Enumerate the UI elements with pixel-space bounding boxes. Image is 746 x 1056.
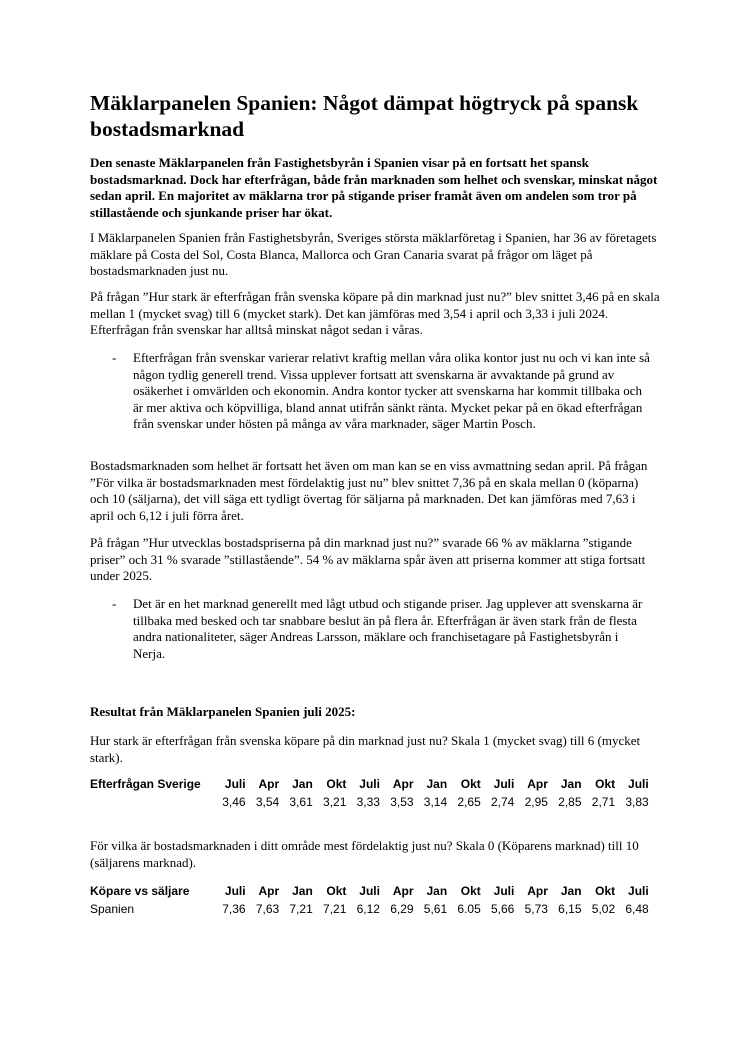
table-cell: 3,46 (222, 795, 246, 809)
bullet-dash: - (112, 350, 117, 365)
results-table-spain (90, 882, 649, 918)
body-paragraph-2: På frågan ”Hur stark är efterfrågan från svenska köpare på din marknad just nu?” blev snittet 3,46 på en skala mellan 1 (mycket svag) till 6 (mycket stark). Det kan jämföras med 3,54 i april och 3,33 i juli 2024. Efterfrågan från svenskar har alltså minskat något sedan i våras. (90, 289, 660, 338)
column-header: Apr (392, 884, 414, 898)
table-cell: 2,65 (457, 795, 481, 809)
column-header: Apr (392, 777, 414, 791)
column-header: Jan (292, 884, 313, 898)
column-header: Okt (326, 884, 347, 898)
results-table-sweden (90, 775, 649, 811)
table-cell: 2,74 (490, 795, 515, 809)
table-cell: 2,71 (591, 795, 616, 809)
table-cell: 3,14 (423, 795, 448, 809)
table-cell: 3,54 (255, 795, 280, 809)
page-title: Mäklarpanelen Spanien: Något dämpat högtryck på spansk bostadsmarknad (90, 91, 639, 141)
row-label: Spanien (90, 902, 135, 916)
column-header: Okt (595, 777, 616, 791)
table-cell: 5,73 (524, 902, 548, 916)
lead-paragraph: Den senaste Mäklarpanelen från Fastighetsbyrån i Spanien visar på en fortsatt het spansk bostadsmarknad. Dock har efterfrågan, både från marknaden som helhet och svenskar, minskat något sedan april. En majoritet av mäklarna tror på stigande priser framåt även om andelen som tror på stillastående och sjunkande priser har ökat. (90, 155, 658, 220)
column-header: Okt (460, 884, 481, 898)
table-cell: 7,21 (289, 902, 313, 916)
table-header-label: Köpare vs säljare (90, 884, 190, 898)
table-row (90, 900, 649, 918)
body-paragraph-1: I Mäklarpanelen Spanien från Fastighetsbyrån, Sveriges största mäklarföretag i Spanien, har 36 av företagets mäklare på Costa del Sol, Costa Blanca, Mallorca och Gran Canaria svarat på frågor om läget på bostadsmarknaden just nu. (90, 230, 657, 279)
table-cell: 7,36 (222, 902, 246, 916)
table-cell: 2,85 (558, 795, 582, 809)
table-cell: 6,48 (625, 902, 649, 916)
column-header: Juli (628, 884, 649, 898)
body-paragraph-4: På frågan ”Hur utvecklas bostadspriserna på din marknad just nu?” svarade 66 % av mäklarna ”stigande priser” och 31 % svarade ”stillastående”. 54 % av mäklarna spår även att priserna kommer att stiga fortsatt under 2025. (90, 535, 646, 584)
table-row (90, 793, 649, 811)
table-cell: 3,21 (323, 795, 347, 809)
table-cell: 7,21 (323, 902, 347, 916)
results-title: Resultat från Mäklarpanelen Spanien juli 2025: (90, 704, 356, 719)
column-header: Apr (527, 777, 548, 791)
table-cell: 6,15 (558, 902, 582, 916)
column-header: Jan (426, 884, 448, 898)
column-header: Okt (326, 777, 347, 791)
table-cell: 5,66 (490, 902, 515, 916)
column-header: Juli (359, 777, 380, 791)
column-header: Okt (595, 884, 616, 898)
column-header: Apr (527, 884, 548, 898)
column-header: Jan (292, 777, 313, 791)
column-header: Juli (224, 884, 246, 898)
question-2: För vilka är bostadsmarknaden i ditt område mest fördelaktig just nu? Skala 0 (Köparens marknad) till 10 (säljarens marknad). (90, 838, 639, 870)
table-cell: 3,33 (356, 795, 380, 809)
table-cell: 6,12 (356, 902, 380, 916)
table-header-label: Efterfrågan Sverige (90, 777, 201, 791)
table-cell: 5,02 (591, 902, 616, 916)
quote-text-1: Efterfrågan från svenskar varierar relativt kraftig mellan våra olika kontor just nu och vi kan inte så någon tydlig generell trend. Vissa upplever fortsatt att svenskarna är avvaktande på grund av osäkerhet i omvärlden och ekonomin. Andra kontor tycker att svenskarna har kommit tillbaka och är mer aktiva och köpvilliga, bland annat utifrån sänkt ränta. Mycket pekar på en ökad efterfrågan från svenskar under hösten på många av våra marknader, säger Martin Posch. (133, 350, 650, 432)
table-cell: 6.05 (457, 902, 481, 916)
quote-text-2: Det är en het marknad generellt med lågt utbud och stigande priser. Jag upplever att svenskarna är tillbaka med besked och tar snabbare beslut än på flera år. Efterfrågan är även stark från de flesta andra nationaliteter, säger Andreas Larsson, mäklare och franchisetagare på Fastighetsbyrån i Nerja. (133, 596, 643, 661)
column-header: Juli (493, 884, 515, 898)
table-cell: 3,83 (625, 795, 649, 809)
question-1: Hur stark är efterfrågan från svenska köpare på din marknad just nu? Skala 1 (mycket svag) till 6 (mycket stark). (90, 733, 641, 765)
column-header: Jan (426, 777, 448, 791)
body-paragraph-3: Bostadsmarknaden som helhet är fortsatt het även om man kan se en viss avmattning sedan april. På frågan ”För vilka är bostadsmarknaden mest fördelaktig just nu” blev snittet 7,36 på en skala mellan 0 (köparna) och 10 (säljarna), det vill säga ett tydligt övertag för säljarna på marknaden. Det kan jämföras med 7,63 i april och 6,12 i juli förra året. (90, 458, 648, 523)
bullet-dash: - (112, 596, 117, 611)
column-header: Juli (493, 777, 515, 791)
column-header: Apr (258, 884, 280, 898)
column-header: Jan (560, 777, 582, 791)
table-header-row (90, 882, 649, 900)
table-cell: 6,29 (390, 902, 414, 916)
column-header: Juli (224, 777, 246, 791)
column-header: Okt (460, 777, 481, 791)
table-cell: 7,63 (255, 902, 280, 916)
row-label (90, 793, 212, 811)
table-cell: 5,61 (423, 902, 448, 916)
column-header: Jan (560, 884, 582, 898)
column-header: Juli (359, 884, 380, 898)
column-header: Apr (258, 777, 280, 791)
table-cell: 3,61 (289, 795, 313, 809)
column-header: Juli (628, 777, 649, 791)
table-cell: 3,53 (390, 795, 414, 809)
table-cell: 2,95 (524, 795, 548, 809)
table-header-row (90, 775, 649, 793)
